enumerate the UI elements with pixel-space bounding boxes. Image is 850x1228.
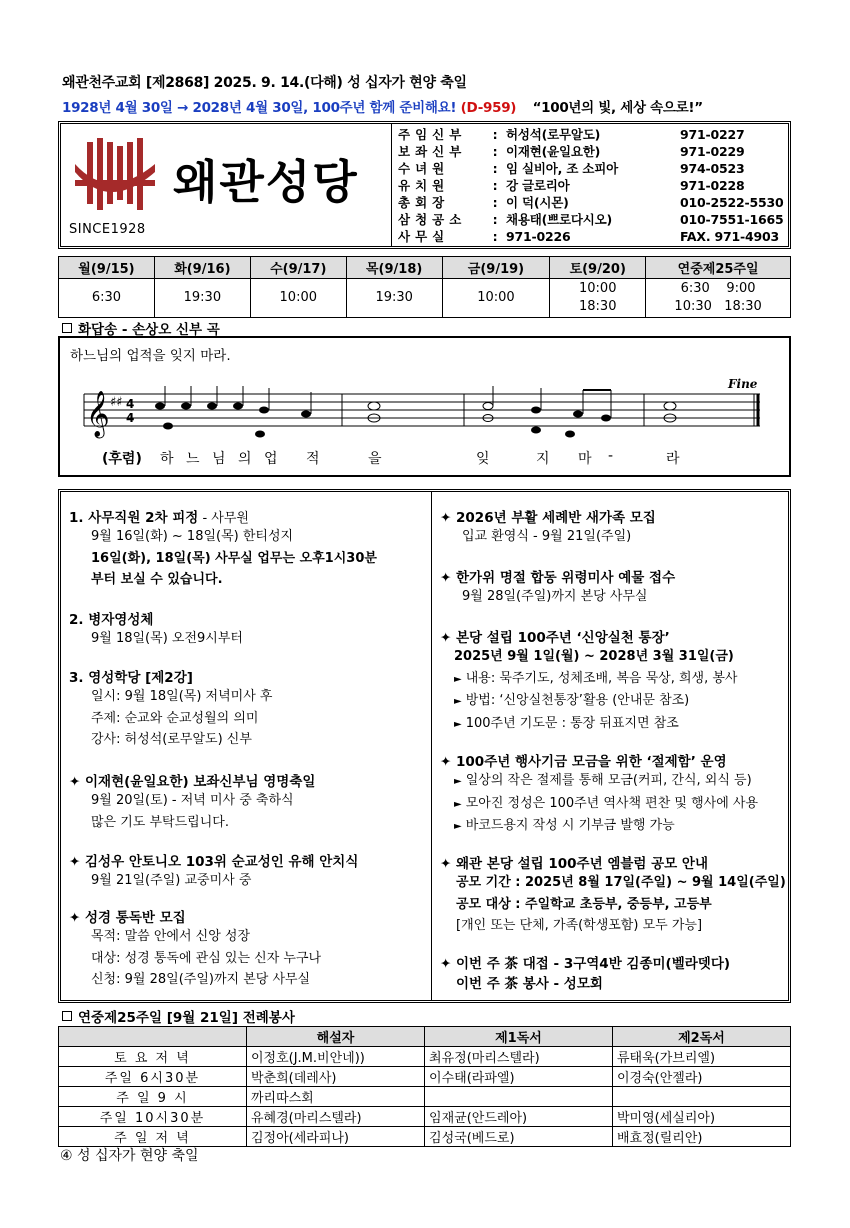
svg-text:4: 4 xyxy=(126,411,135,425)
treble-clef-icon: 𝄞 xyxy=(86,391,110,437)
notice-tea-service: ✦ 이번 주 茶 대접 - 3구역4반 김종미(벨라뎃다) 이번 주 茶 봉사 - 성모회 xyxy=(440,956,731,992)
arrow-icon: ► xyxy=(454,821,462,832)
minister-name: 김정아(세라피나) xyxy=(246,1127,424,1147)
schedule-time xyxy=(154,279,250,318)
minister-name: 최유정(마리스텔라) xyxy=(425,1047,613,1067)
notices-right-column xyxy=(431,492,796,1000)
contact-colon: : xyxy=(492,212,498,227)
since-label: SINCE1928 xyxy=(69,222,146,237)
minister-name: 이경숙(안젤라) xyxy=(612,1067,790,1087)
schedule-day: 목(9/18) xyxy=(346,257,442,279)
notice-emblem-contest: ✦ 왜관 본당 설립 100주년 엠블럼 공모 안내 공모 기간 : 2025년 8월 17일(주일) ~ 9월 14일(주일) 공모 대상 : 주일학교 초등부, 중등부, 고등부 [개인 또는 단체, 가족(학생포함) 모두 가능] xyxy=(440,856,786,933)
syllable: 님 xyxy=(212,451,226,467)
notices-box xyxy=(58,489,791,1003)
arrow-icon: ► xyxy=(454,718,462,730)
contact-role: 유치원 xyxy=(398,178,450,193)
liturgy-table xyxy=(58,1026,791,1147)
mass-time: 6:30 xyxy=(91,290,122,305)
schedule-time xyxy=(346,279,442,318)
parish-info-box xyxy=(58,121,791,249)
minister-name: 유혜경(마리스텔라) xyxy=(246,1107,424,1127)
schedule-time xyxy=(442,279,550,318)
bulletin-title: 왜관천주교회 [제2868] 2025. 9. 14.(다해) 성 십자가 현양 축일 xyxy=(62,75,467,91)
notice-relics: ✦ 김성우 안토니오 103위 순교성인 유해 안치식 9월 21일(주일) 교중미사 중 xyxy=(69,854,359,888)
syllable: 하 xyxy=(160,451,174,467)
notice-retreat: 1. 사무직원 2차 피정 - 사무원 9월 16일(화) ~ 18일(목) 한티성지 16일(화), 18일(목) 사무실 업무는 오후1시30분 부터 보실 수 있습니다. xyxy=(69,510,377,587)
footer-feast: ④ 성 십자가 현양 축일 xyxy=(60,1148,199,1164)
mass-time: 10:00 xyxy=(279,290,317,305)
schedule-day: 연중제25주일 xyxy=(646,257,791,279)
lyrics-line xyxy=(102,448,752,470)
schedule-day: 수(9/17) xyxy=(250,257,346,279)
table-row xyxy=(59,1087,791,1107)
contact-role: 총회장 xyxy=(398,195,450,210)
table-row xyxy=(59,1067,791,1087)
contact-phone: FAX. 971-4903 xyxy=(680,229,779,244)
contact-row xyxy=(396,126,785,143)
contact-colon: : xyxy=(492,195,498,210)
mass-time: 6:30 9:00 xyxy=(680,281,756,296)
syllable: 적 xyxy=(306,451,320,467)
contact-colon: : xyxy=(492,178,498,193)
syllable: - xyxy=(608,448,614,464)
anniversary-text: 1928년 4월 30일 → 2028년 4월 30일, 100주년 함께 준비해요! xyxy=(62,100,457,116)
song-section-title: 화답송 - 손상오 신부 곡 xyxy=(62,318,220,338)
svg-text:4: 4 xyxy=(126,397,135,411)
psalm-text: 하느님의 업적을 잊지 마라. xyxy=(70,348,231,364)
square-bullet-icon xyxy=(62,1011,72,1021)
square-bullet-icon xyxy=(62,323,72,333)
contact-role: 주임신부 xyxy=(398,127,467,142)
minister-name: 김성국(베드로) xyxy=(425,1127,613,1147)
refrain-label: (후렴) xyxy=(102,451,142,467)
contact-name: 허성석(로무알도) xyxy=(506,127,601,142)
contact-role: 수녀원 xyxy=(398,161,450,176)
mass-slot: 주일 6시30분 xyxy=(59,1067,247,1087)
contact-name: 이 덕(시몬) xyxy=(506,195,569,210)
contact-name: 이재현(윤일요한) xyxy=(506,144,601,159)
minister-name xyxy=(612,1087,790,1107)
syllable: 잊 xyxy=(476,451,490,467)
schedule-time xyxy=(59,279,155,318)
syllable: 업 xyxy=(264,451,278,467)
schedule-time xyxy=(550,279,646,318)
contact-phone: 971-0228 xyxy=(680,178,745,193)
svg-text:Fine: Fine xyxy=(728,377,758,391)
schedule-time xyxy=(646,279,791,318)
liturgy-header: 해설자 xyxy=(246,1027,424,1047)
notice-baptism: ✦ 2026년 부활 세례반 새가족 모집 입교 환영식 - 9월 21일(주일) xyxy=(440,510,656,544)
contact-role: 사무실 xyxy=(398,229,450,244)
notice-faith-passbook: ✦ 본당 설립 100주년 ‘신앙실천 통장’ 2025년 9월 1일(월) ~ 2028년 3월 31일(금) ► 내용: 묵주기도, 성체조배, 복음 묵상, 희생, 봉사 ► 방법: ‘신앙실천통장’활용 (안내문 참조) ► 100주년 기도문 : 통장 뒤표지면 참조 xyxy=(440,630,738,731)
parish-name: 왜관성당 xyxy=(173,155,359,209)
contact-name: 강 글로리아 xyxy=(506,178,570,193)
contact-phone: 971-0227 xyxy=(680,127,745,142)
minister-name: 까리따스회 xyxy=(246,1087,424,1107)
minister-name xyxy=(425,1087,613,1107)
contact-name: 채용태(쁘로다시오) xyxy=(506,212,613,227)
contact-name: 임 실비아, 조 소피아 xyxy=(506,161,619,176)
mass-time: 19:30 xyxy=(375,290,413,305)
mass-time: 10:30 18:30 xyxy=(674,299,762,314)
table-row xyxy=(59,1127,791,1147)
minister-name: 류태욱(가브리엘) xyxy=(612,1047,790,1067)
mass-slot: 주 일 9 시 xyxy=(59,1087,247,1107)
liturgy-section-title: 연중제25주일 [9월 21일] 전례봉사 xyxy=(62,1006,295,1026)
contact-colon: : xyxy=(492,229,498,244)
minister-name: 이정호(J.M.비안네)) xyxy=(246,1047,424,1067)
notice-bible-reading: ✦ 성경 통독반 모집 목적: 말씀 안에서 신앙 성장 대상: 성경 통독에 관심 있는 신자 누구나 신청: 9월 28일(주일)까지 본당 사무실 xyxy=(69,910,322,987)
minister-name: 박미영(세실리아) xyxy=(612,1107,790,1127)
mass-time: 10:00 xyxy=(579,281,617,296)
minister-name: 이수태(라파엘) xyxy=(425,1067,613,1087)
syllable: 라 xyxy=(666,451,680,467)
syllable: 을 xyxy=(368,451,382,467)
liturgy-header: 제2독서 xyxy=(612,1027,790,1047)
schedule-time xyxy=(250,279,346,318)
contact-role: 보좌신부 xyxy=(398,144,467,159)
table-row xyxy=(59,1107,791,1127)
svg-text:♯♯: ♯♯ xyxy=(110,395,123,410)
contact-row xyxy=(396,177,785,194)
liturgy-header: 제1독서 xyxy=(425,1027,613,1047)
contact-colon: : xyxy=(492,144,498,159)
mass-time: 10:00 xyxy=(477,290,515,305)
schedule-day: 금(9/19) xyxy=(442,257,550,279)
notices-left-column xyxy=(69,492,424,1000)
contact-row xyxy=(396,194,785,211)
syllable: 의 xyxy=(238,451,252,467)
contact-colon: : xyxy=(492,127,498,142)
parish-logo xyxy=(61,124,392,246)
notice-communion: 2. 병자영성체 9월 18일(목) 오전9시부터 xyxy=(69,612,243,646)
contact-phone: 010-2522-5530 xyxy=(680,195,784,210)
notice-savings-box: ✦ 100주년 행사기금 모금을 위한 ‘절제함’ 운영 ► 일상의 작은 절제를 통해 모금(커피, 간식, 외식 등) ► 모아진 정성은 100주년 역사책 편찬 및 행사에 사용 ► 바코드용지 작성 시 기부금 발행 가능 xyxy=(440,754,759,833)
arrow-icon: ► xyxy=(454,673,462,685)
contact-role: 삼청공소 xyxy=(398,212,467,227)
syllable: 지 xyxy=(536,451,550,467)
mass-schedule xyxy=(58,256,791,318)
mass-slot: 주일 10시30분 xyxy=(59,1107,247,1127)
contact-row xyxy=(396,211,785,228)
arrow-icon: ► xyxy=(454,696,462,707)
table-row xyxy=(59,1047,791,1067)
anniversary-line xyxy=(62,96,703,116)
mass-time: 19:30 xyxy=(183,290,222,305)
contact-row xyxy=(396,143,785,160)
notice-spiritual-school: 3. 영성학당 [제2강] 일시: 9월 18일(목) 저녁미사 후 주제: 순교와 순교성월의 의미 강사: 허성석(로무알도) 신부 xyxy=(69,670,273,747)
contact-row xyxy=(396,160,785,177)
slogan: “100년의 빛, 세상 속으로!” xyxy=(532,100,703,116)
mass-slot: 주 일 저 녁 xyxy=(59,1127,247,1147)
psalm-box xyxy=(58,336,791,477)
contact-colon: : xyxy=(492,161,498,176)
contact-phone: 974-0523 xyxy=(680,161,745,176)
dday-counter: (D-959) xyxy=(460,100,517,116)
syllable: 마 xyxy=(578,451,592,467)
contact-name: 971-0226 xyxy=(506,229,571,244)
contact-row xyxy=(396,228,785,245)
mass-slot: 토 요 저 녁 xyxy=(59,1047,247,1067)
arrow-icon: ► xyxy=(454,798,462,810)
contact-phone: 971-0229 xyxy=(680,144,745,159)
minister-name: 임재균(안드레아) xyxy=(425,1107,613,1127)
notice-memorial-mass: ✦ 한가위 명절 합동 위령미사 예물 접수 9월 28일(주일)까지 본당 사무실 xyxy=(440,570,676,604)
mass-time: 18:30 xyxy=(579,299,617,314)
notice-feast-day: ✦ 이재현(윤일요한) 보좌신부님 영명축일 9월 20일(토) - 저녁 미사 중 축하식 많은 기도 부탁드립니다. xyxy=(69,774,316,830)
minister-name: 배효정(릴리안) xyxy=(612,1127,790,1147)
contact-list xyxy=(396,126,786,245)
minister-name: 박춘희(데레사) xyxy=(246,1067,424,1087)
liturgy-header xyxy=(59,1027,247,1047)
contact-phone: 010-7551-1665 xyxy=(680,212,784,227)
schedule-day: 월(9/15) xyxy=(59,257,155,279)
arrow-icon: ► xyxy=(454,776,462,787)
music-staff xyxy=(74,372,774,452)
syllable: 느 xyxy=(186,451,200,467)
schedule-day: 화(9/16) xyxy=(154,257,250,279)
schedule-day: 토(9/20) xyxy=(550,257,646,279)
